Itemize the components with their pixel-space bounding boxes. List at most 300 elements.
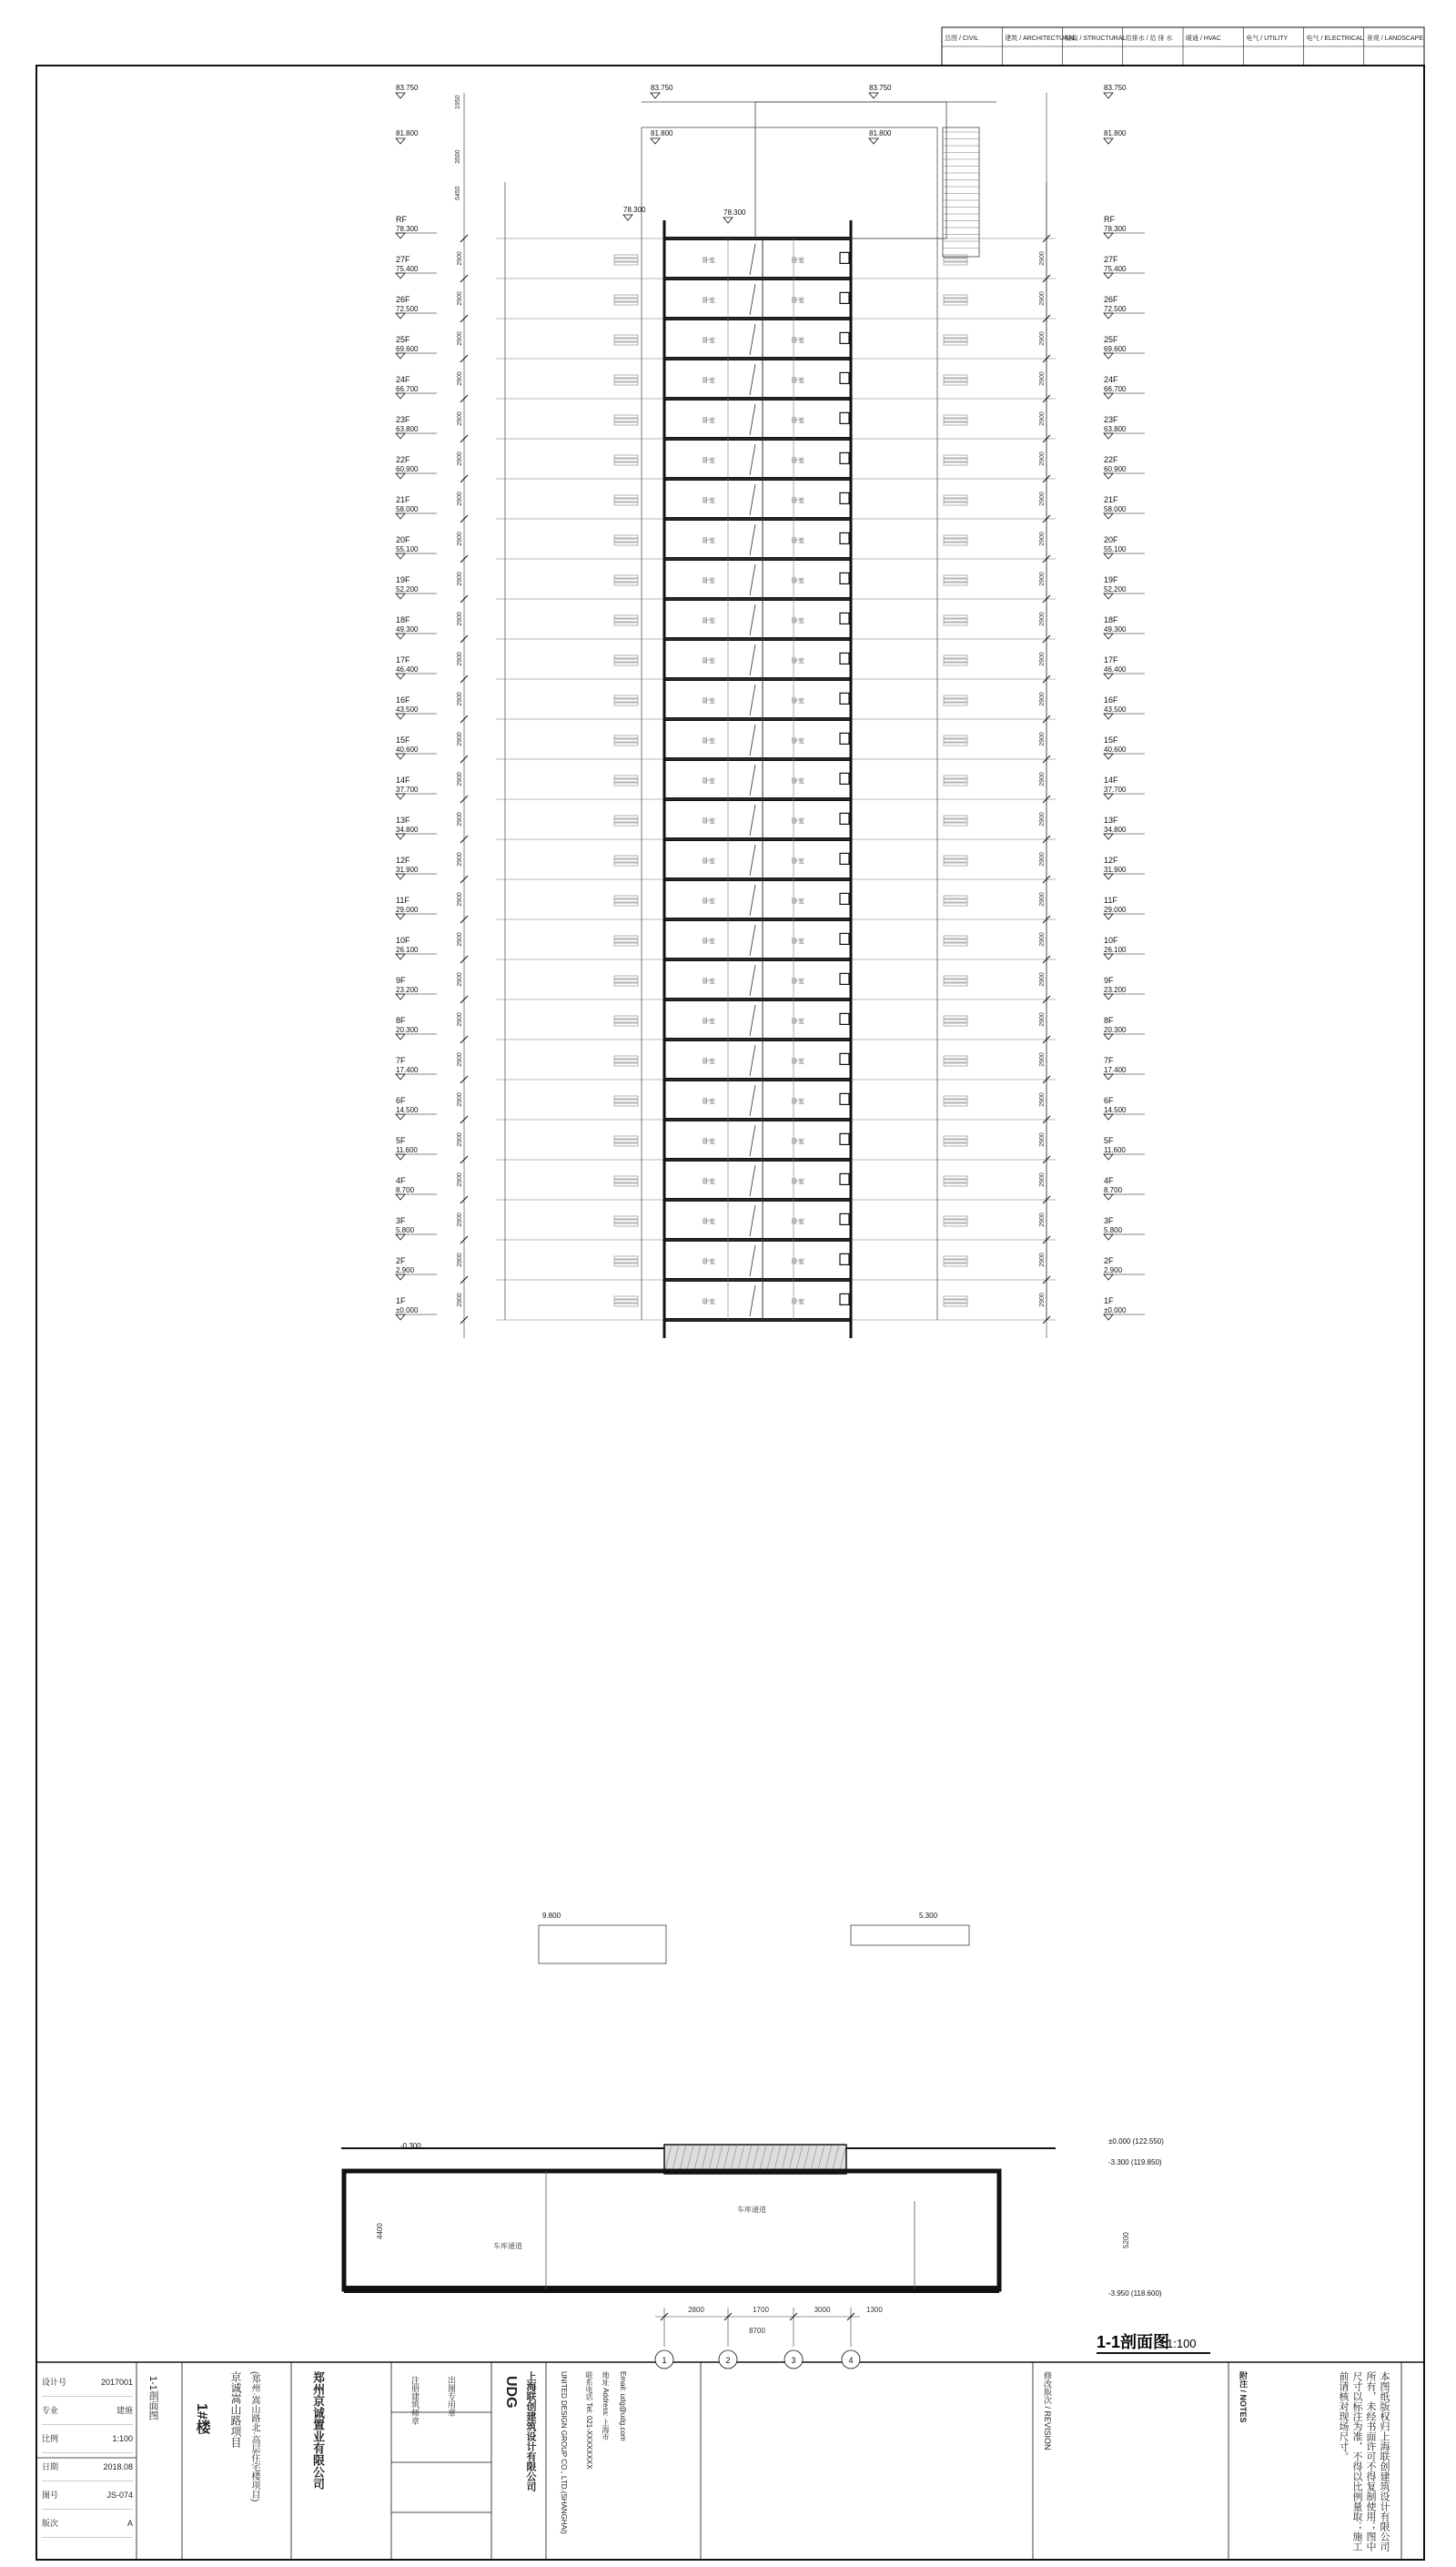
dimension-text: 2900 <box>1039 291 1046 306</box>
level-elevation: 49.300 <box>1104 625 1127 634</box>
window-mullion <box>614 335 638 338</box>
stair-line <box>750 1205 755 1236</box>
duct-box <box>840 933 849 944</box>
stair-line <box>750 1285 755 1316</box>
basement-dimension: 4400 <box>376 2223 384 2239</box>
level-triangle <box>1104 914 1113 919</box>
room-label: 卧室 <box>792 298 804 304</box>
level-triangle <box>396 473 405 479</box>
floor-label: 27F <box>396 255 410 264</box>
room-label: 卧室 <box>792 578 804 584</box>
window-mullion <box>614 1304 638 1306</box>
meta-key: 比例 <box>42 2434 59 2443</box>
floor-label: 8F <box>1104 1016 1114 1025</box>
window-mullion <box>614 302 638 305</box>
roof-stair-enclosure <box>755 102 946 238</box>
level-triangle <box>396 674 405 679</box>
level-elevation: 34.800 <box>1104 826 1127 834</box>
level-triangle <box>396 233 405 238</box>
window-mullion <box>944 339 967 341</box>
signoff-header <box>942 27 1424 66</box>
level-triangle <box>396 954 405 959</box>
window-mullion <box>614 299 638 301</box>
window-mullion <box>614 943 638 946</box>
dimension-text: 2900 <box>1039 492 1046 506</box>
dimension-text: 2900 <box>457 932 463 947</box>
drawing-title-block <box>1097 2332 1210 2353</box>
window-mullion <box>944 1063 967 1066</box>
room-label: 卧室 <box>703 778 715 785</box>
window-mullion <box>944 699 967 702</box>
podium-level: 5.300 <box>919 1912 938 1920</box>
window-mullion <box>944 539 967 542</box>
window-mullion <box>944 1220 967 1223</box>
drawing-title: 1-1剖面图 <box>1097 2333 1170 2351</box>
floor-label: 13F <box>396 816 410 825</box>
floor-label: 17F <box>396 655 410 665</box>
level-elevation: 72.500 <box>1104 305 1127 313</box>
window-mullion <box>614 575 638 578</box>
window-mullion <box>944 976 967 979</box>
dimension-text: 2900 <box>1039 1012 1046 1027</box>
window-mullion <box>614 1060 638 1062</box>
floor-label: 15F <box>1104 736 1118 745</box>
floor-label: 2F <box>1104 1256 1114 1265</box>
level-elevation: 5.800 <box>1104 1226 1123 1234</box>
window-mullion <box>944 615 967 618</box>
window-mullion <box>944 535 967 538</box>
company-logo-cell <box>502 2376 519 2409</box>
floor-label: 12F <box>396 856 410 865</box>
duct-box <box>840 613 849 624</box>
window-mullion <box>614 739 638 742</box>
window-mullion <box>944 943 967 946</box>
room-label: 卧室 <box>703 1179 715 1185</box>
level-elevation: 78.300 <box>623 206 646 214</box>
dimension-text: 2900 <box>1039 732 1046 746</box>
window-mullion <box>944 1143 967 1146</box>
room-label: 卧室 <box>792 818 804 825</box>
room-label: 卧室 <box>703 1059 715 1065</box>
level-triangle <box>1104 1074 1113 1080</box>
notes-label: 附注 / NOTES <box>1239 2371 1248 2423</box>
level-elevation: 83.750 <box>1104 84 1127 92</box>
dimension-text: 2900 <box>1039 772 1046 786</box>
notes-text-cell <box>1254 2371 1390 2553</box>
level-triangle <box>1104 594 1113 599</box>
company-name-en: UNITED DESIGN GROUP CO., LTD.(SHANGHAI) <box>560 2371 568 2534</box>
signoff-label: 建筑 / ARCHITECTURAL <box>1005 36 1077 42</box>
meta-key: 专业 <box>42 2406 59 2415</box>
level-elevation: 83.750 <box>869 84 892 92</box>
dimension-text: 2900 <box>1039 652 1046 666</box>
stair-line <box>750 644 755 675</box>
window-mullion <box>614 1256 638 1259</box>
floor-label: 6F <box>1104 1096 1114 1105</box>
meta-row <box>42 2453 133 2481</box>
dimension-text: 2900 <box>457 1293 463 1307</box>
room-label: 卧室 <box>703 738 715 745</box>
window-mullion <box>944 856 967 858</box>
ground-level: -3.300 (119.850) <box>1108 2158 1162 2166</box>
stair-line <box>750 1005 755 1036</box>
floor-label: 6F <box>396 1096 406 1105</box>
level-elevation: 31.900 <box>396 866 419 874</box>
dimension-text: 2900 <box>1039 932 1046 947</box>
window-mullion <box>944 415 967 418</box>
level-triangle <box>1104 674 1113 679</box>
level-triangle <box>1104 714 1113 719</box>
level-elevation: 69.600 <box>396 345 419 353</box>
duct-box <box>840 1173 849 1184</box>
level-elevation: 29.000 <box>396 906 419 914</box>
window-mullion <box>944 903 967 906</box>
window-mullion <box>614 535 638 538</box>
stair-line <box>750 965 755 996</box>
window-mullion <box>614 663 638 665</box>
stair-line <box>750 685 755 715</box>
room-label: 卧室 <box>792 338 804 344</box>
dimension-text: 2900 <box>457 411 463 426</box>
window-mullion <box>944 623 967 625</box>
dimension-text: 2900 <box>457 892 463 907</box>
level-triangle <box>1104 1314 1113 1320</box>
room-label: 卧室 <box>703 538 715 544</box>
floor-label: 8F <box>396 1016 406 1025</box>
stair-line <box>750 845 755 876</box>
meta-row <box>42 2397 133 2425</box>
window-mullion <box>944 575 967 578</box>
signoff-label: 给排水 / 给 排 水 <box>1125 36 1173 42</box>
meta-value: 2017001 <box>100 2378 133 2387</box>
window-mullion <box>614 1056 638 1059</box>
window-mullion <box>614 819 638 822</box>
meta-key: 图号 <box>42 2491 59 2500</box>
window-mullion <box>944 462 967 465</box>
room-label: 卧室 <box>703 258 715 264</box>
signoff-label: 结构 / STRUCTURAL <box>1065 36 1127 42</box>
room-label: 卧室 <box>792 858 804 865</box>
level-triangle <box>1104 233 1113 238</box>
level-elevation: 55.100 <box>1104 545 1127 553</box>
level-triangle <box>1104 834 1113 839</box>
window-mullion <box>614 856 638 858</box>
level-triangle <box>396 714 405 719</box>
dimension-text: 2900 <box>1039 1132 1046 1147</box>
level-elevation: 43.500 <box>1104 705 1127 714</box>
level-triangle <box>1104 1114 1113 1120</box>
stair-line <box>750 1165 755 1196</box>
level-elevation: 40.600 <box>1104 746 1127 754</box>
level-elevation: 49.300 <box>396 625 419 634</box>
level-elevation: 81.800 <box>651 129 673 137</box>
level-triangle <box>396 1154 405 1160</box>
floor-label: 16F <box>396 695 410 705</box>
window-mullion <box>944 1260 967 1263</box>
revision-label: 修改版次 / REVISION <box>1043 2371 1052 2450</box>
seal-cell-2 <box>446 2376 458 2417</box>
floor-label: 5F <box>396 1136 406 1145</box>
level-triangle <box>396 273 405 279</box>
window-mullion <box>944 379 967 381</box>
window-mullion <box>944 1180 967 1182</box>
window-mullion <box>944 819 967 822</box>
company-line-1: 联系电话 Tel: 021-XXXXXXXX <box>585 2371 593 2470</box>
window-mullion <box>944 1304 967 1306</box>
room-label: 卧室 <box>792 538 804 544</box>
dimension-text: 2900 <box>457 291 463 306</box>
floor-label: 14F <box>396 776 410 785</box>
level-triangle <box>396 353 405 359</box>
window-mullion <box>944 619 967 622</box>
dimension-text: 2900 <box>1039 1212 1046 1227</box>
window-mullion <box>614 1176 638 1179</box>
floor-label: 18F <box>1104 615 1118 624</box>
dimension-text: 2900 <box>1039 1092 1046 1107</box>
stair-line <box>750 444 755 475</box>
level-triangle <box>1104 513 1113 519</box>
company-name-cell <box>523 2371 538 2491</box>
window-mullion <box>944 896 967 898</box>
level-elevation: 81.800 <box>869 129 892 137</box>
window-mullion <box>614 415 638 418</box>
level-elevation: 20.300 <box>1104 1026 1127 1034</box>
level-elevation: 52.200 <box>1104 585 1127 594</box>
room-label: 卧室 <box>703 898 715 905</box>
window-mullion <box>614 422 638 425</box>
duct-box <box>840 1253 849 1264</box>
level-elevation: 75.400 <box>396 265 419 273</box>
floor-label: 21F <box>1104 495 1118 504</box>
signoff-label: 景观 / LANDSCAPE <box>1366 36 1423 42</box>
window-mullion <box>614 1143 638 1146</box>
room-label: 卧室 <box>703 858 715 865</box>
level-elevation: 83.750 <box>651 84 673 92</box>
window-mullion <box>944 736 967 738</box>
company-line-3: Email: udg@udg.com <box>619 2371 627 2441</box>
level-elevation: 23.200 <box>396 986 419 994</box>
dimension-text: 2900 <box>457 692 463 706</box>
room-label: 卧室 <box>792 658 804 665</box>
window-mullion <box>614 655 638 658</box>
level-triangle <box>1104 473 1113 479</box>
level-elevation: 52.200 <box>396 585 419 594</box>
stair-line <box>750 404 755 435</box>
floor-label: RF <box>396 215 407 224</box>
dimension-text: 2900 <box>457 732 463 746</box>
meta-key: 设计号 <box>42 2378 67 2387</box>
level-triangle <box>1104 1154 1113 1160</box>
level-elevation: 66.700 <box>1104 385 1127 393</box>
dimension-text: 2900 <box>1039 1253 1046 1267</box>
level-triangle <box>396 1314 405 1320</box>
window-mullion <box>944 703 967 705</box>
room-label: 卧室 <box>703 979 715 985</box>
level-triangle <box>396 1194 405 1200</box>
dimension-text: 2900 <box>457 572 463 586</box>
level-triangle <box>1104 553 1113 559</box>
window-mullion <box>944 783 967 786</box>
company-en-cell <box>560 2371 568 2534</box>
floor-label: 24F <box>396 375 410 384</box>
window-mullion <box>614 816 638 818</box>
room-label: 卧室 <box>703 818 715 825</box>
window-mullion <box>614 462 638 465</box>
level-elevation: 11.600 <box>1104 1146 1126 1154</box>
bottom-dimension: 1300 <box>866 2306 883 2314</box>
level-elevation: 26.100 <box>396 946 419 954</box>
stair-line <box>750 324 755 355</box>
floor-label: 16F <box>1104 695 1118 705</box>
duct-box <box>840 292 849 303</box>
level-elevation: 83.750 <box>396 84 419 92</box>
basement-wall <box>344 2171 999 2289</box>
duct-box <box>840 372 849 383</box>
dimension-text: 2900 <box>1039 371 1046 386</box>
level-elevation: 31.900 <box>1104 866 1127 874</box>
floor-label: 10F <box>1104 936 1118 945</box>
level-triangle <box>1104 1194 1113 1200</box>
company-info-cell-2 <box>601 2371 611 2440</box>
room-label: 卧室 <box>792 698 804 705</box>
level-triangle <box>396 138 405 144</box>
window-mullion <box>614 539 638 542</box>
floor-label: 23F <box>1104 415 1118 424</box>
window-mullion <box>944 816 967 818</box>
dimension-text: 2900 <box>457 371 463 386</box>
level-elevation: 37.700 <box>1104 786 1127 794</box>
window-mullion <box>944 295 967 298</box>
level-triangle <box>396 914 405 919</box>
window-mullion <box>614 863 638 866</box>
duct-box <box>840 252 849 263</box>
window-mullion <box>614 1100 638 1102</box>
level-triangle <box>1104 393 1113 399</box>
window-mullion <box>944 979 967 982</box>
window-mullion <box>944 859 967 862</box>
dimension-text: 2900 <box>1039 532 1046 546</box>
dimension-text: 5450 <box>455 186 461 200</box>
window-mullion <box>944 1183 967 1186</box>
stair-line <box>750 1085 755 1116</box>
floor-label: 7F <box>1104 1056 1114 1065</box>
level-elevation: 23.200 <box>1104 986 1127 994</box>
level-elevation: 34.800 <box>396 826 419 834</box>
dimension-text: 2900 <box>457 652 463 666</box>
window-mullion <box>944 1060 967 1062</box>
window-mullion <box>614 583 638 585</box>
floor-label: 26F <box>396 295 410 304</box>
level-triangle <box>396 754 405 759</box>
window-mullion <box>614 779 638 782</box>
window-mullion <box>614 1016 638 1019</box>
window-mullion <box>614 903 638 906</box>
window-mullion <box>944 335 967 338</box>
duct-box <box>840 813 849 824</box>
window-mullion <box>614 502 638 505</box>
level-elevation: ±0.000 <box>396 1306 419 1314</box>
window-mullion <box>944 262 967 265</box>
stair-line <box>750 725 755 756</box>
window-mullion <box>944 1176 967 1179</box>
stair-line <box>750 364 755 395</box>
dimension-text: 2900 <box>457 492 463 506</box>
window-mullion <box>944 1100 967 1102</box>
stair-line <box>750 1125 755 1156</box>
level-elevation: 14.500 <box>1104 1106 1127 1114</box>
level-triangle <box>396 834 405 839</box>
duct-box <box>840 693 849 704</box>
level-triangle <box>396 313 405 319</box>
floor-label: 9F <box>396 976 406 985</box>
room-label: 卧室 <box>792 1219 804 1225</box>
meta-row <box>42 2510 133 2538</box>
window-mullion <box>614 1183 638 1186</box>
floor-label: 20F <box>1104 535 1118 544</box>
stair-line <box>750 885 755 916</box>
signoff-label: 电气 / UTILITY <box>1246 36 1289 42</box>
window-mullion <box>614 1136 638 1139</box>
window-mullion <box>944 1223 967 1226</box>
window-mullion <box>944 1056 967 1059</box>
level-triangle <box>396 93 405 98</box>
stair-line <box>750 484 755 515</box>
floor-label: 14F <box>1104 776 1118 785</box>
company-name: 上海联创建筑设计有限公司 <box>525 2371 536 2491</box>
room-label: 卧室 <box>792 939 804 945</box>
dimension-text: 2900 <box>1039 1172 1046 1187</box>
window-mullion <box>944 419 967 421</box>
client-name: 郑州京诚置业有限公司 <box>311 2371 325 2490</box>
room-label: 卧室 <box>703 1259 715 1265</box>
window-mullion <box>614 1096 638 1099</box>
floor-label: 17F <box>1104 655 1118 665</box>
window-mullion <box>944 823 967 826</box>
level-elevation: 78.300 <box>723 208 746 217</box>
window-mullion <box>614 859 638 862</box>
dimension-text: 2900 <box>1039 612 1046 626</box>
floor-label: 26F <box>1104 295 1118 304</box>
floor-label: 19F <box>396 575 410 584</box>
floor-label: RF <box>1104 215 1115 224</box>
basement-section <box>341 2137 1164 2369</box>
window-mullion <box>944 695 967 698</box>
room-label: 卧室 <box>792 778 804 785</box>
room-label: 卧室 <box>703 658 715 665</box>
duct-box <box>840 1013 849 1024</box>
floor-label: 11F <box>1104 896 1117 905</box>
window-mullion <box>944 382 967 385</box>
duct-box <box>840 1093 849 1104</box>
dimension-text: 3500 <box>455 149 461 164</box>
axis-label: 2 <box>725 2356 731 2365</box>
roof-louver <box>943 127 979 257</box>
room-label: 卧室 <box>792 738 804 745</box>
dimension-text: 2900 <box>1039 331 1046 346</box>
window-mullion <box>614 342 638 345</box>
window-mullion <box>614 695 638 698</box>
window-mullion <box>944 663 967 665</box>
dimension-text: 2900 <box>1039 812 1046 827</box>
level-triangle <box>1104 874 1113 879</box>
dimension-text: 2900 <box>1039 1293 1046 1307</box>
level-elevation: 66.700 <box>396 385 419 393</box>
stair-line <box>750 604 755 635</box>
floor-label: 2F <box>396 1256 406 1265</box>
level-elevation: 14.500 <box>396 1106 419 1114</box>
room-label: 卧室 <box>792 618 804 624</box>
level-triangle <box>396 594 405 599</box>
